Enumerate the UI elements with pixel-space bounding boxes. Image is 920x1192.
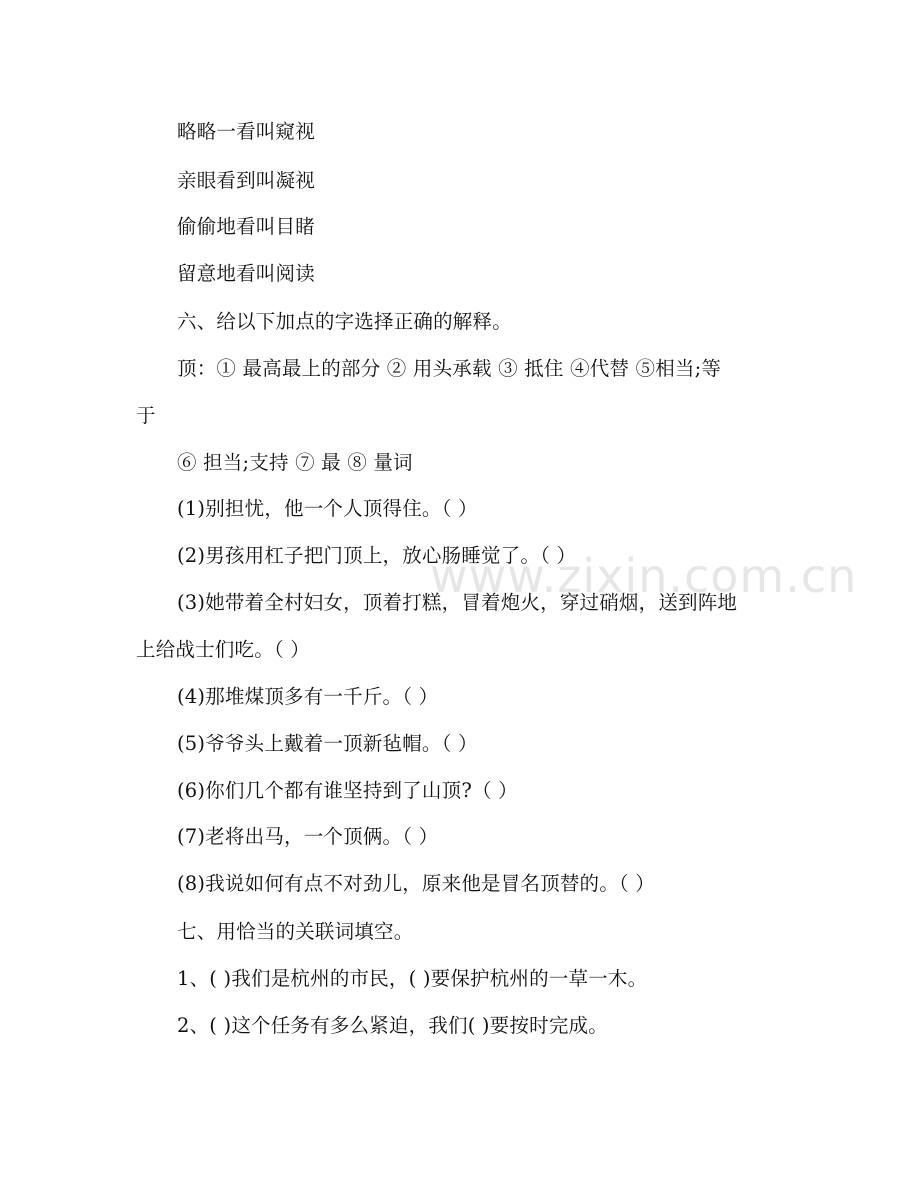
question-item: (8)我说如何有点不对劲儿，原来他是冒名顶替的。（ ） [177,872,655,895]
text-line: 顶：① 最高最上的部分 ② 用头承载 ③ 抵住 ④代替 ⑤相当;等 [177,357,722,380]
question-item: (4)那堆煤顶多有一千斤。（ ） [177,685,439,708]
watermark: www.zixin.com.cn [430,549,858,603]
section-heading: 六、给以下加点的字选择正确的解释。 [177,310,512,333]
text-line: ⑥ 担当;支持 ⑦ 最 ⑧ 量词 [177,451,413,474]
question-item: 2、( )这个任务有多么紧迫，我们( )要按时完成。 [177,1014,608,1037]
question-item: (1)别担忧，他一个人顶得住。（ ） [177,497,478,520]
text-line: 亲眼看到叫凝视 [177,169,315,192]
text-line: 于 [136,404,156,427]
question-item: (3)她带着全村妇女，顶着打糕，冒着炮火，穿过硝烟，送到阵地 [177,591,738,614]
question-item: 1、( )我们是杭州的市民，( )要保护杭州的一草一木。 [177,967,648,990]
question-item: (6)你们几个都有谁坚持到了山顶?（ ） [177,779,518,802]
text-line: 偷偷地看叫目睹 [177,215,315,238]
text-line: 略略一看叫窥视 [177,120,315,143]
question-item: (5)爷爷头上戴着一顶新毡帽。（ ） [177,732,478,755]
question-item: (7)老将出马，一个顶俩。（ ） [177,825,439,848]
question-item-continued: 上给战士们吃。（ ） [136,638,310,661]
text-line: 留意地看叫阅读 [177,262,315,285]
question-item: (2)男孩用杠子把门顶上，放心肠睡觉了。（ ） [177,544,577,567]
section-heading: 七、用恰当的关联词填空。 [177,920,414,943]
